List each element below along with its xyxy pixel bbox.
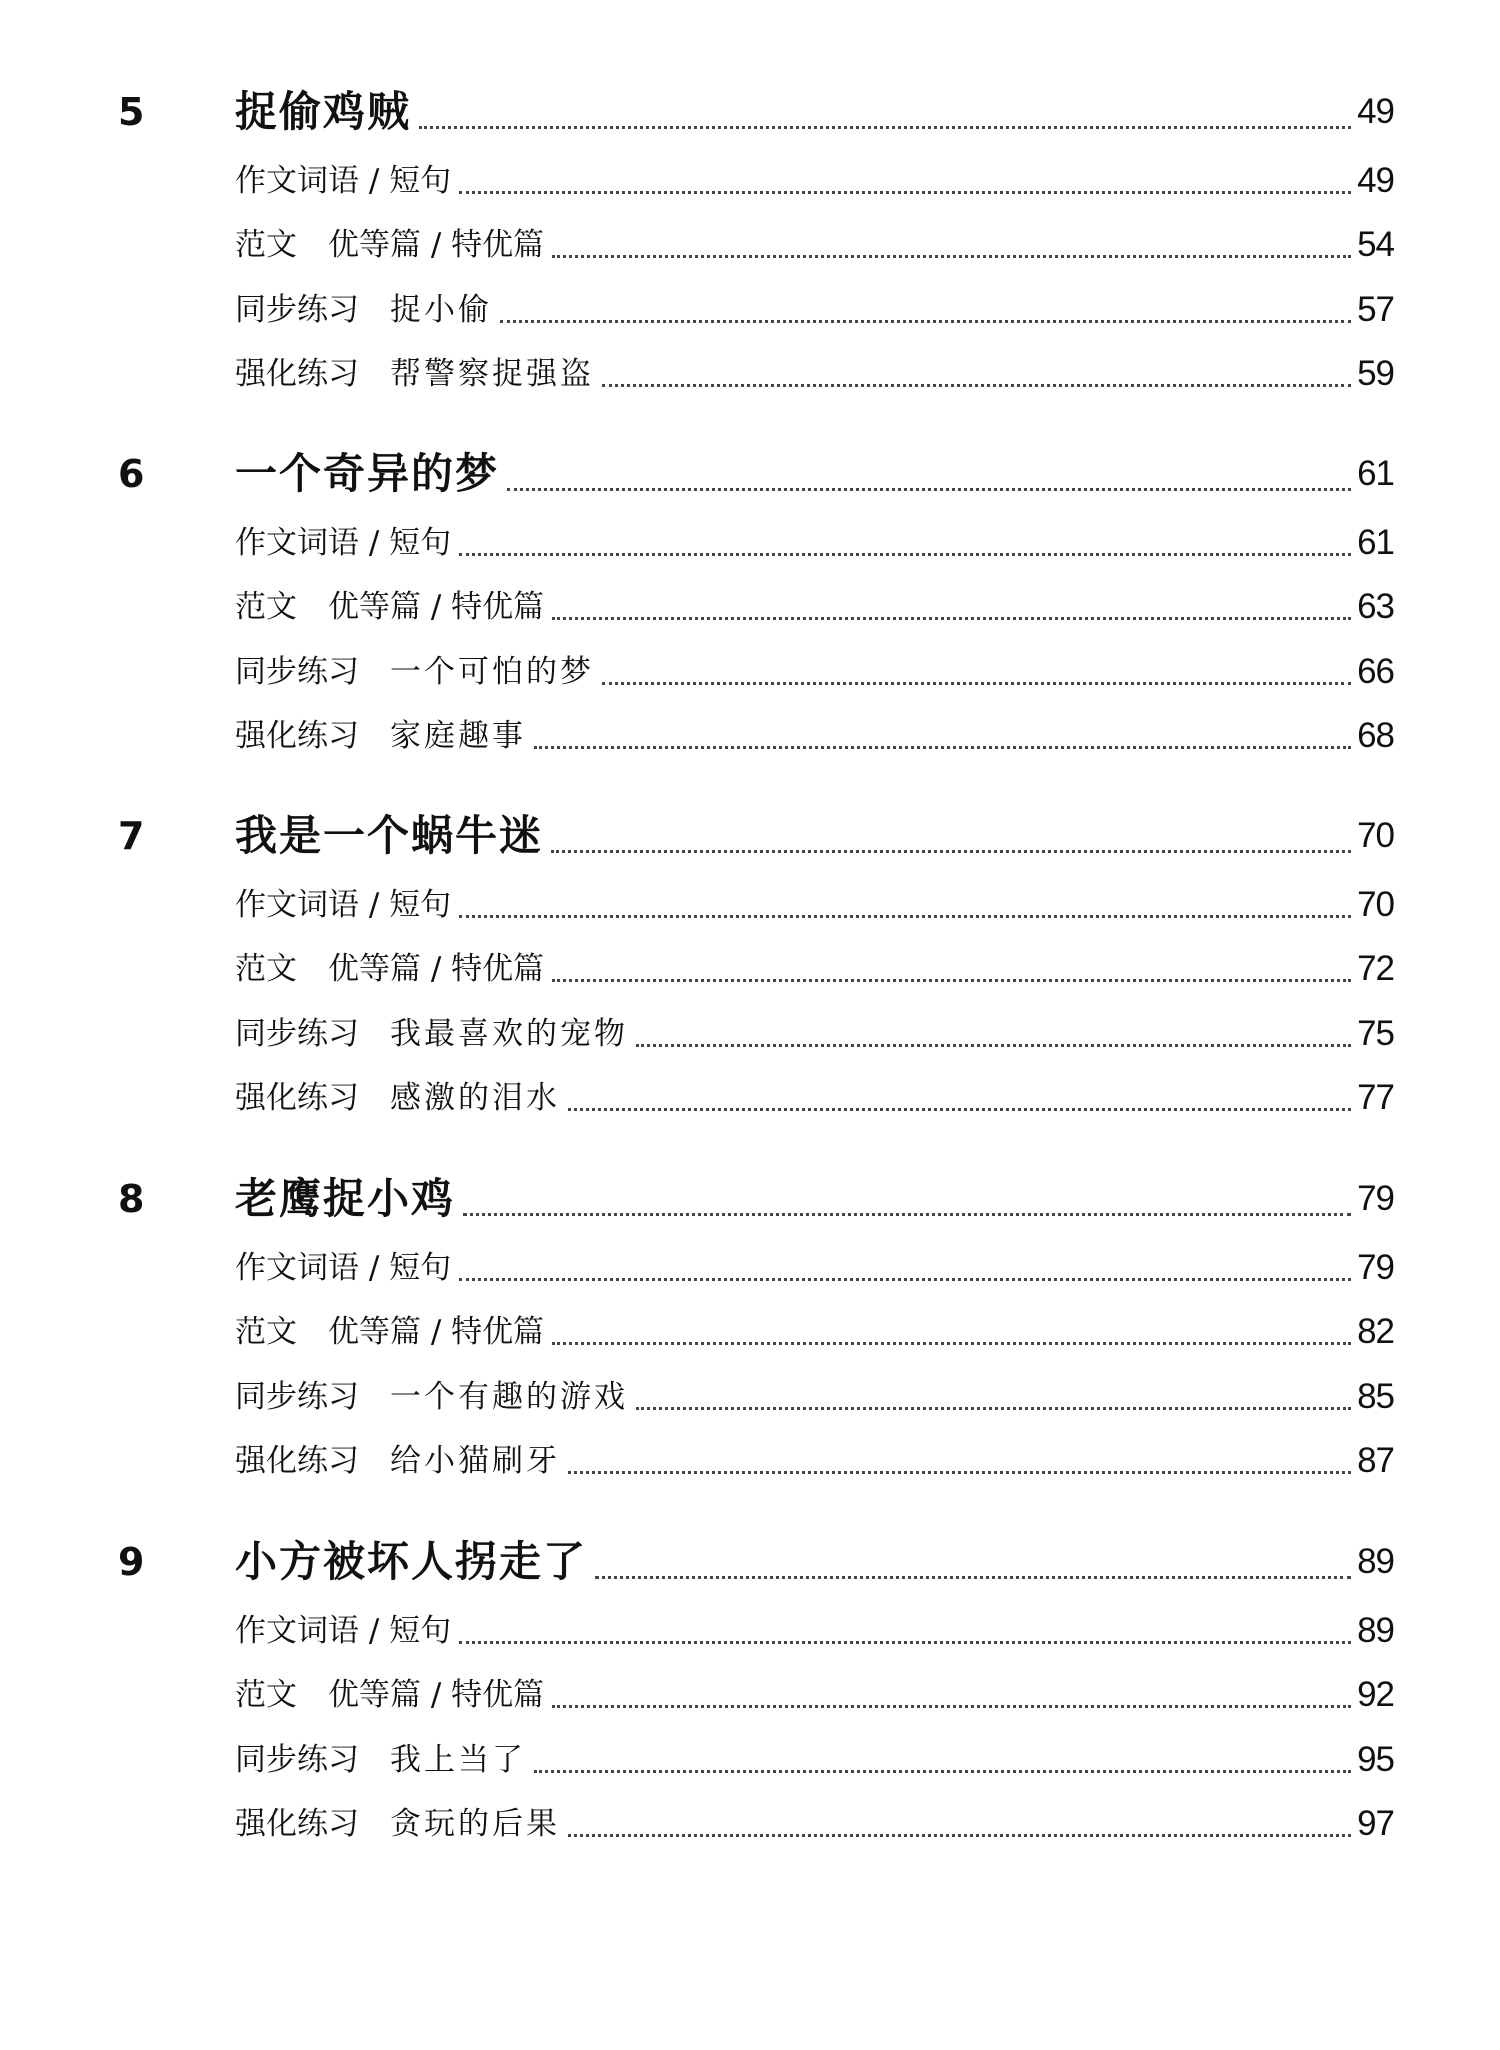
entry-label [235, 1246, 451, 1290]
entry-type: 作文词语 / 短句 [235, 887, 452, 923]
toc-entry[interactable] [0, 1246, 1500, 1290]
toc-entry[interactable] [0, 288, 1500, 332]
dot-leader [459, 521, 1351, 556]
entry-label [235, 1012, 628, 1056]
page-number: 49 [1357, 161, 1394, 200]
dot-leader [507, 448, 1351, 491]
entry-label [235, 521, 451, 565]
entry-label [235, 1076, 560, 1120]
dot-leader [552, 1673, 1351, 1708]
dot-leader [500, 288, 1351, 323]
chapter-title: 老鹰捉小鸡 [235, 1174, 456, 1223]
entry-label [235, 159, 451, 203]
entry-label [235, 585, 544, 629]
chapter-heading-row[interactable] [0, 448, 1500, 500]
dot-leader [534, 1738, 1351, 1773]
entry-label [235, 1310, 544, 1354]
entry-title: 一个有趣的游戏 [390, 1379, 628, 1415]
entry-title: 帮警察捉强盗 [390, 356, 594, 392]
chapter-title: 一个奇异的梦 [235, 449, 500, 498]
dot-leader [551, 810, 1351, 853]
chapter-number: 6 [118, 452, 145, 496]
toc-entry[interactable] [0, 1439, 1500, 1483]
page-number: 72 [1357, 949, 1394, 988]
dot-leader [552, 1310, 1351, 1345]
page-number: 70 [1357, 885, 1394, 924]
entry-type: 同步练习 [235, 1742, 359, 1778]
chapter-title: 捉偷鸡贼 [235, 87, 412, 136]
entry-label [235, 1802, 560, 1846]
toc-entry[interactable] [0, 1673, 1500, 1717]
chapter-number: 8 [118, 1177, 145, 1221]
entry-type: 强化练习 [235, 1443, 359, 1479]
page-number: 68 [1357, 716, 1394, 755]
entry-title: 贪玩的后果 [390, 1806, 560, 1842]
chapter-number: 7 [118, 814, 145, 858]
chapter-title: 我是一个蜗牛迷 [235, 811, 544, 860]
toc-entry[interactable] [0, 585, 1500, 629]
entry-label [235, 947, 544, 991]
dot-leader [552, 585, 1351, 620]
dot-leader [419, 86, 1351, 129]
dot-leader [602, 352, 1351, 387]
entry-label [235, 883, 451, 927]
page-number: 66 [1357, 652, 1394, 691]
page-number: 77 [1357, 1078, 1394, 1117]
dot-leader [602, 650, 1351, 685]
dot-leader [595, 1536, 1351, 1579]
toc-entry[interactable] [0, 947, 1500, 991]
entry-type: 范文 优等篇 / 特优篇 [235, 589, 545, 625]
page-number: 57 [1357, 290, 1394, 329]
entry-type: 作文词语 / 短句 [235, 163, 452, 199]
dot-leader [636, 1012, 1351, 1047]
toc-entry[interactable] [0, 714, 1500, 758]
entry-label [235, 1439, 560, 1483]
dot-leader [459, 1609, 1351, 1644]
page-number: 87 [1357, 1441, 1394, 1480]
toc-entry[interactable] [0, 159, 1500, 203]
dot-leader [636, 1375, 1351, 1410]
entry-type: 同步练习 [235, 292, 359, 328]
entry-title: 我最喜欢的宠物 [390, 1016, 628, 1052]
dot-leader [568, 1439, 1351, 1474]
toc-entry[interactable] [0, 1375, 1500, 1419]
dot-leader [568, 1802, 1351, 1837]
page-number: 89 [1357, 1542, 1394, 1581]
toc-entry[interactable] [0, 650, 1500, 694]
entry-type: 同步练习 [235, 654, 359, 690]
entry-type: 强化练习 [235, 718, 359, 754]
chapter-title: 小方被坏人拐走了 [235, 1537, 588, 1586]
entry-title: 一个可怕的梦 [390, 654, 594, 690]
entry-type: 强化练习 [235, 356, 359, 392]
entry-title: 捉小偷 [390, 292, 492, 328]
page-number: 61 [1357, 454, 1394, 493]
chapter-number: 9 [118, 1540, 145, 1584]
entry-title: 感激的泪水 [390, 1080, 560, 1116]
page-number: 97 [1357, 1804, 1394, 1843]
entry-label [235, 650, 594, 694]
toc-entry[interactable] [0, 352, 1500, 396]
toc-entry[interactable] [0, 883, 1500, 927]
entry-type: 同步练习 [235, 1379, 359, 1415]
page-number: 61 [1357, 523, 1394, 562]
toc-entry[interactable] [0, 1310, 1500, 1354]
entry-label [235, 1375, 628, 1419]
toc-entry[interactable] [0, 1012, 1500, 1056]
toc-entry[interactable] [0, 1738, 1500, 1782]
entry-type: 作文词语 / 短句 [235, 525, 452, 561]
page-number: 79 [1357, 1248, 1394, 1287]
entry-title: 给小猫刷牙 [390, 1443, 560, 1479]
entry-type: 同步练习 [235, 1016, 359, 1052]
dot-leader [568, 1076, 1351, 1111]
entry-label [235, 1738, 526, 1782]
page-number: 92 [1357, 1675, 1394, 1714]
page-number: 89 [1357, 1611, 1394, 1650]
toc-entry[interactable] [0, 223, 1500, 267]
entry-label [235, 1673, 544, 1717]
entry-label [235, 288, 492, 332]
entry-label [235, 714, 526, 758]
dot-leader [534, 714, 1351, 749]
page-number: 49 [1357, 92, 1394, 131]
entry-label [235, 352, 594, 396]
entry-label [235, 1609, 451, 1653]
page-number: 85 [1357, 1377, 1394, 1416]
toc-entry[interactable] [0, 1609, 1500, 1653]
chapter-heading-row[interactable] [0, 810, 1500, 862]
page-number: 59 [1357, 354, 1394, 393]
dot-leader [463, 1173, 1351, 1216]
dot-leader [552, 947, 1351, 982]
entry-type: 范文 优等篇 / 特优篇 [235, 1677, 545, 1713]
chapter-number: 5 [118, 90, 145, 134]
page-number: 95 [1357, 1740, 1394, 1779]
dot-leader [459, 159, 1351, 194]
entry-type: 范文 优等篇 / 特优篇 [235, 227, 545, 263]
entry-type: 强化练习 [235, 1080, 359, 1116]
page-number: 75 [1357, 1014, 1394, 1053]
page-number: 63 [1357, 587, 1394, 626]
toc-entry[interactable] [0, 1076, 1500, 1120]
page-number: 54 [1357, 225, 1394, 264]
page-number: 82 [1357, 1312, 1394, 1351]
page-number: 70 [1357, 816, 1394, 855]
entry-type: 作文词语 / 短句 [235, 1250, 452, 1286]
dot-leader [459, 1246, 1351, 1281]
page-number: 79 [1357, 1179, 1394, 1218]
chapter-heading-row[interactable] [0, 86, 1500, 138]
chapter-heading-row[interactable] [0, 1173, 1500, 1225]
chapter-heading-row[interactable] [0, 1536, 1500, 1588]
entry-label [235, 223, 544, 267]
entry-type: 范文 优等篇 / 特优篇 [235, 951, 545, 987]
entry-type: 范文 优等篇 / 特优篇 [235, 1314, 545, 1350]
toc-entry[interactable] [0, 521, 1500, 565]
entry-title: 家庭趣事 [390, 718, 526, 754]
entry-type: 作文词语 / 短句 [235, 1613, 452, 1649]
dot-leader [459, 883, 1351, 918]
dot-leader [552, 223, 1351, 258]
entry-title: 我上当了 [390, 1742, 526, 1778]
entry-type: 强化练习 [235, 1806, 359, 1842]
toc-entry[interactable] [0, 1802, 1500, 1846]
